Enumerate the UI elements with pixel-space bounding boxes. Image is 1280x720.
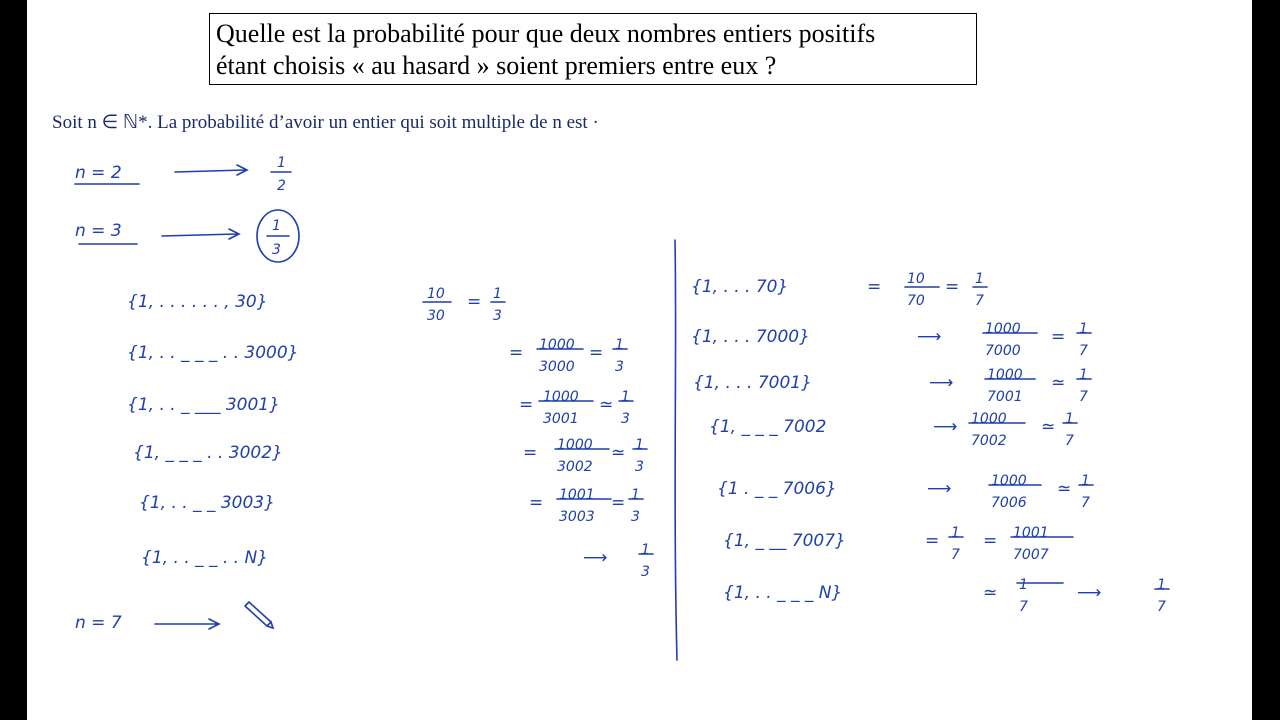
relation-symbol: = (519, 395, 534, 415)
operator-symbol: ≃ (599, 395, 614, 415)
fraction-den: 3 (641, 564, 650, 580)
fraction-den: 7002 (971, 433, 1007, 449)
set-expression: {1, . . _ _ _ N} (723, 583, 843, 603)
fraction-den: 7 (1065, 433, 1074, 449)
set-expression: {1, . . _ _ _ . . 3000} (127, 343, 299, 363)
fraction-den: 3002 (557, 459, 593, 475)
fraction-num: 1001 (1013, 525, 1049, 541)
operator-symbol: ⟶ (1077, 583, 1102, 603)
fraction-den: 7 (1079, 343, 1088, 359)
fraction-num: 10 (427, 286, 445, 302)
fraction-num: 1 (975, 271, 984, 287)
fraction-den: 7001 (987, 389, 1023, 405)
relation-symbol: ⟶ (929, 373, 954, 393)
relation-symbol: ⟶ (583, 548, 608, 568)
example-n7 (75, 602, 273, 633)
set-expression: {1, _ _ _ 7002 (709, 417, 827, 437)
set-row (691, 271, 984, 309)
fraction-num: 1000 (543, 389, 579, 405)
fraction-den: 3 (635, 459, 644, 475)
fraction-num: 1000 (985, 321, 1021, 337)
set-row (127, 286, 502, 324)
fraction-den: 7006 (991, 495, 1027, 511)
set-expression: {1, . . _ ___ 3001} (127, 395, 280, 415)
set-row (723, 577, 1166, 615)
fraction-num: 1 (951, 525, 960, 541)
fraction-den: 7007 (1013, 547, 1049, 563)
set-expression: {1, . . . 7000} (691, 327, 810, 347)
operator-symbol: ≃ (1051, 373, 1066, 393)
example-label: n = 3 (75, 221, 122, 241)
relation-symbol: ≃ (983, 583, 998, 603)
fraction-num: 1000 (987, 367, 1023, 383)
fraction-num: 1000 (557, 437, 593, 453)
example-label: n = 7 (75, 613, 122, 633)
left-column (127, 286, 653, 580)
fraction-den: 70 (907, 293, 925, 309)
fraction-num: 1 (1019, 577, 1028, 593)
operator-symbol: = (467, 292, 482, 312)
operator-symbol: ≃ (1057, 479, 1072, 499)
fraction-num: 1000 (539, 337, 575, 353)
fraction-num: 1 (1157, 577, 1166, 593)
fraction-den: 3000 (539, 359, 575, 375)
fraction-den: 7 (1079, 389, 1088, 405)
fraction-den: 7 (1157, 599, 1166, 615)
set-expression: {1, . . . 7001} (693, 373, 812, 393)
fraction-den: 30 (427, 308, 445, 324)
set-row (717, 473, 1090, 511)
arrow-icon (175, 165, 247, 175)
fraction-den: 7 (951, 547, 960, 563)
fraction-den: 7 (1081, 495, 1090, 511)
relation-symbol: = (509, 343, 524, 363)
pen-cursor-icon (245, 602, 273, 628)
fraction-num: 1 (1079, 367, 1088, 383)
arrow-icon (162, 229, 239, 239)
fraction-num: 1 (635, 437, 644, 453)
fraction-den: 3 (615, 359, 624, 375)
relation-symbol: ⟶ (933, 417, 958, 437)
set-row (133, 437, 644, 475)
set-expression: {1, _ _ _ . . 3002} (133, 443, 283, 463)
fraction-den: 3 (272, 242, 281, 258)
fraction-num: 1 (641, 542, 650, 558)
relation-symbol: ⟶ (917, 327, 942, 347)
relation-symbol: ⟶ (927, 479, 952, 499)
right-column (691, 271, 1169, 615)
fraction-den: 3001 (543, 411, 579, 427)
set-expression: {1 . _ _ 7006} (717, 479, 837, 499)
relation-symbol: = (925, 531, 940, 551)
handwriting-layer (27, 0, 1252, 720)
set-row (141, 542, 650, 580)
operator-symbol: = (589, 343, 604, 363)
set-expression: {1, . . _ _ . . N} (141, 548, 269, 568)
fraction-num: 1001 (559, 487, 595, 503)
fraction-den: 3 (621, 411, 630, 427)
fraction-num: 1000 (991, 473, 1027, 489)
relation-symbol: = (529, 493, 544, 513)
column-divider (675, 240, 677, 660)
example-label: n = 2 (75, 163, 122, 183)
operator-symbol: = (611, 493, 626, 513)
fraction-den: 3 (631, 509, 640, 525)
operator-symbol: = (945, 277, 960, 297)
set-row (691, 321, 1088, 359)
set-row (127, 337, 624, 375)
example-n2 (75, 155, 291, 194)
fraction-num: 1000 (971, 411, 1007, 427)
fraction-den: 3003 (559, 509, 595, 525)
operator-symbol: = (983, 531, 998, 551)
fraction-num: 1 (493, 286, 502, 302)
set-expression: {1, . . . 70} (691, 277, 789, 297)
question-line-2: étant choisis « au hasard » soient premiers entre eux ? (216, 51, 777, 80)
fraction-num: 1 (631, 487, 640, 503)
example-n3 (75, 210, 299, 262)
fraction-den: 3 (493, 308, 502, 324)
fraction-num: 1 (272, 218, 281, 234)
fraction-num: 10 (907, 271, 925, 287)
set-expression: {1, _ __ 7007} (723, 531, 846, 551)
operator-symbol: ≃ (1041, 417, 1056, 437)
fraction-den: 7 (1019, 599, 1028, 615)
fraction-den: 7 (975, 293, 984, 309)
question-line-1: Quelle est la probabilité pour que deux nombres entiers positifs (216, 19, 876, 48)
relation-symbol: = (523, 443, 538, 463)
fraction-num: 1 (615, 337, 624, 353)
set-row (693, 367, 1088, 405)
fraction-num: 1 (1081, 473, 1090, 489)
relation-symbol: = (867, 277, 882, 297)
set-row (723, 525, 1049, 563)
intro-statement: Soit n ∈ ℕ*. La probabilité d’avoir un entier qui soit multiple de n est · (52, 112, 599, 133)
fraction-num: 1 (277, 155, 286, 171)
set-row (127, 389, 630, 427)
set-row (709, 411, 1074, 449)
whiteboard (27, 0, 1252, 720)
fraction-num: 1 (1065, 411, 1074, 427)
operator-symbol: ≃ (611, 443, 626, 463)
fraction-den: 7000 (985, 343, 1021, 359)
arrow-icon (155, 619, 219, 629)
fraction-den: 2 (277, 178, 286, 194)
fraction-num: 1 (621, 389, 630, 405)
set-expression: {1, . . _ _ 3003} (139, 493, 275, 513)
set-expression: {1, . . . . . . , 30} (127, 292, 268, 312)
set-row (139, 487, 640, 525)
fraction-num: 1 (1079, 321, 1088, 337)
operator-symbol: = (1051, 327, 1066, 347)
